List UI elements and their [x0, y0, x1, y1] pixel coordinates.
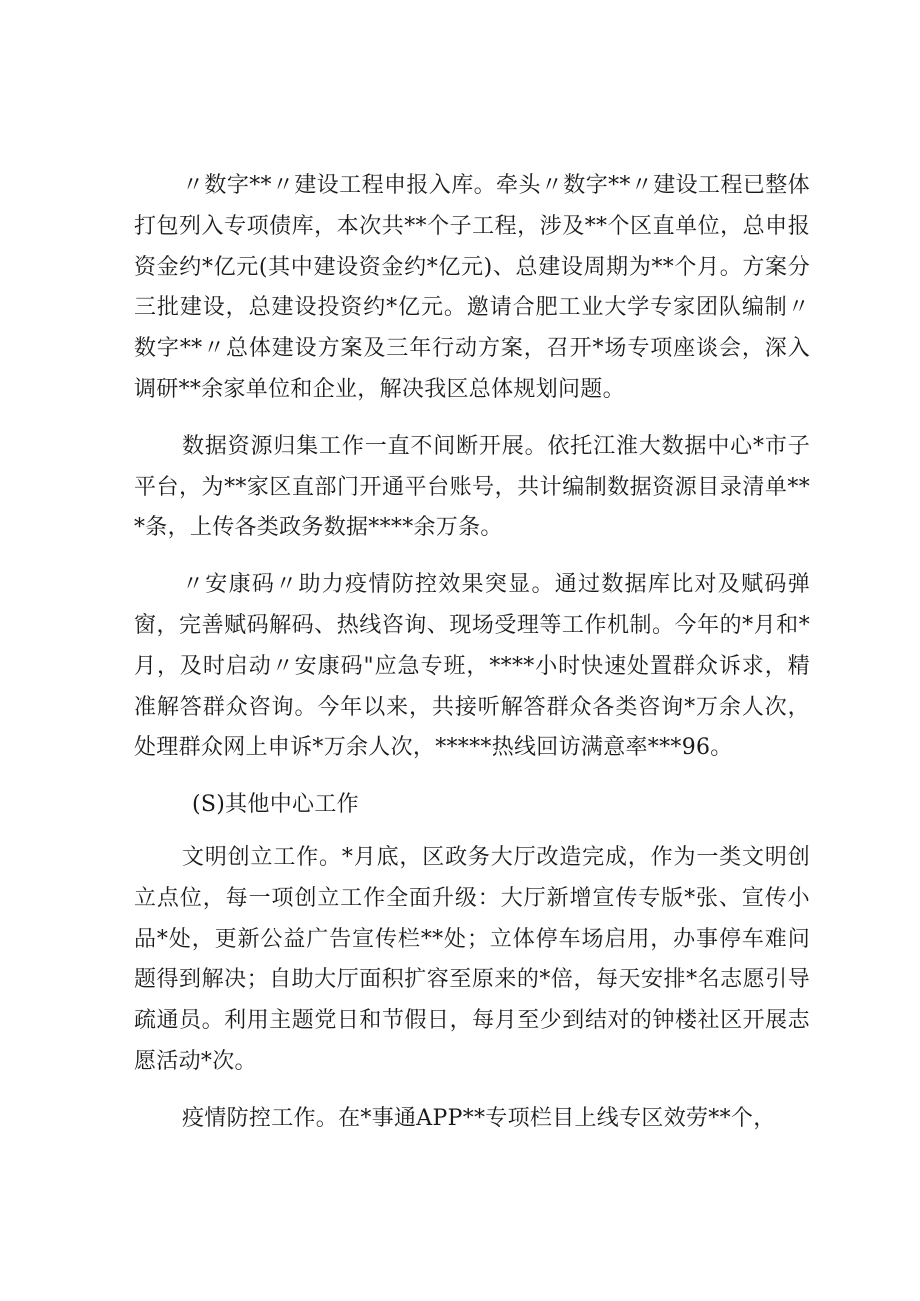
- paragraph-civilization: 文明创立工作。*月底，区政务大厅改造完成，作为一类文明创立点位，每一项创立工作全面升级：大厅新增宣传专版*张、宣传小品*处，更新公益广告宣传栏**处；立体停车场启用，办事停车难问题得到解决；自助大厅面积扩容至原来的*倍，每天安排*名志愿引导疏通员。利用主题党日和节假日，每月至少到结对的钟楼社区开展志愿活动*次。: [134, 844, 810, 1074]
- paragraph-epidemic-control: 疫情防控工作。在*事通APP**专项栏目上线专区效劳**个，: [182, 1105, 776, 1131]
- document-body: [134, 166, 810, 1156]
- paragraph-data-resources: 数据资源归集工作一直不间断开展。依托江淮大数据中心*市子平台，为**家区直部门开通平台账号，共计编制数据资源目录清单***条，上传各类政务数据****余万条。: [134, 433, 810, 541]
- paragraph-digital-project: 〃数字**〃建设工程申报入库。牵头〃数字**〃建设工程已整体打包列入专项债库，本次共**个子工程，涉及**个区直单位，总申报资金约*亿元(其中建设资金约*亿元)、总建设周期为**个月。方案分三批建设，总建设投资约*亿元。邀请合肥工业大学专家团队编制〃数字**〃总体建设方案及三年行动方案，召开*场专项座谈会，深入调研**余家单位和企业，解决我区总体规划问题。: [134, 173, 810, 402]
- paragraph-ankang-code: 〃安康码〃助力疫情防控效果突显。通过数据库比对及赋码弹窗，完善赋码解码、热线咨询、现场受理等工作机制。今年的*月和*月，及时启动〃安康码"应急专班，****小时快速处置群众诉求，精准解答群众咨询。今年以来，共接听解答群众各类咨询*万余人次，处理群众网上申诉*万余人次，*****热线回访满意率***96。: [134, 572, 810, 761]
- section-heading-other-work: (S)其他中心工作: [192, 792, 359, 818]
